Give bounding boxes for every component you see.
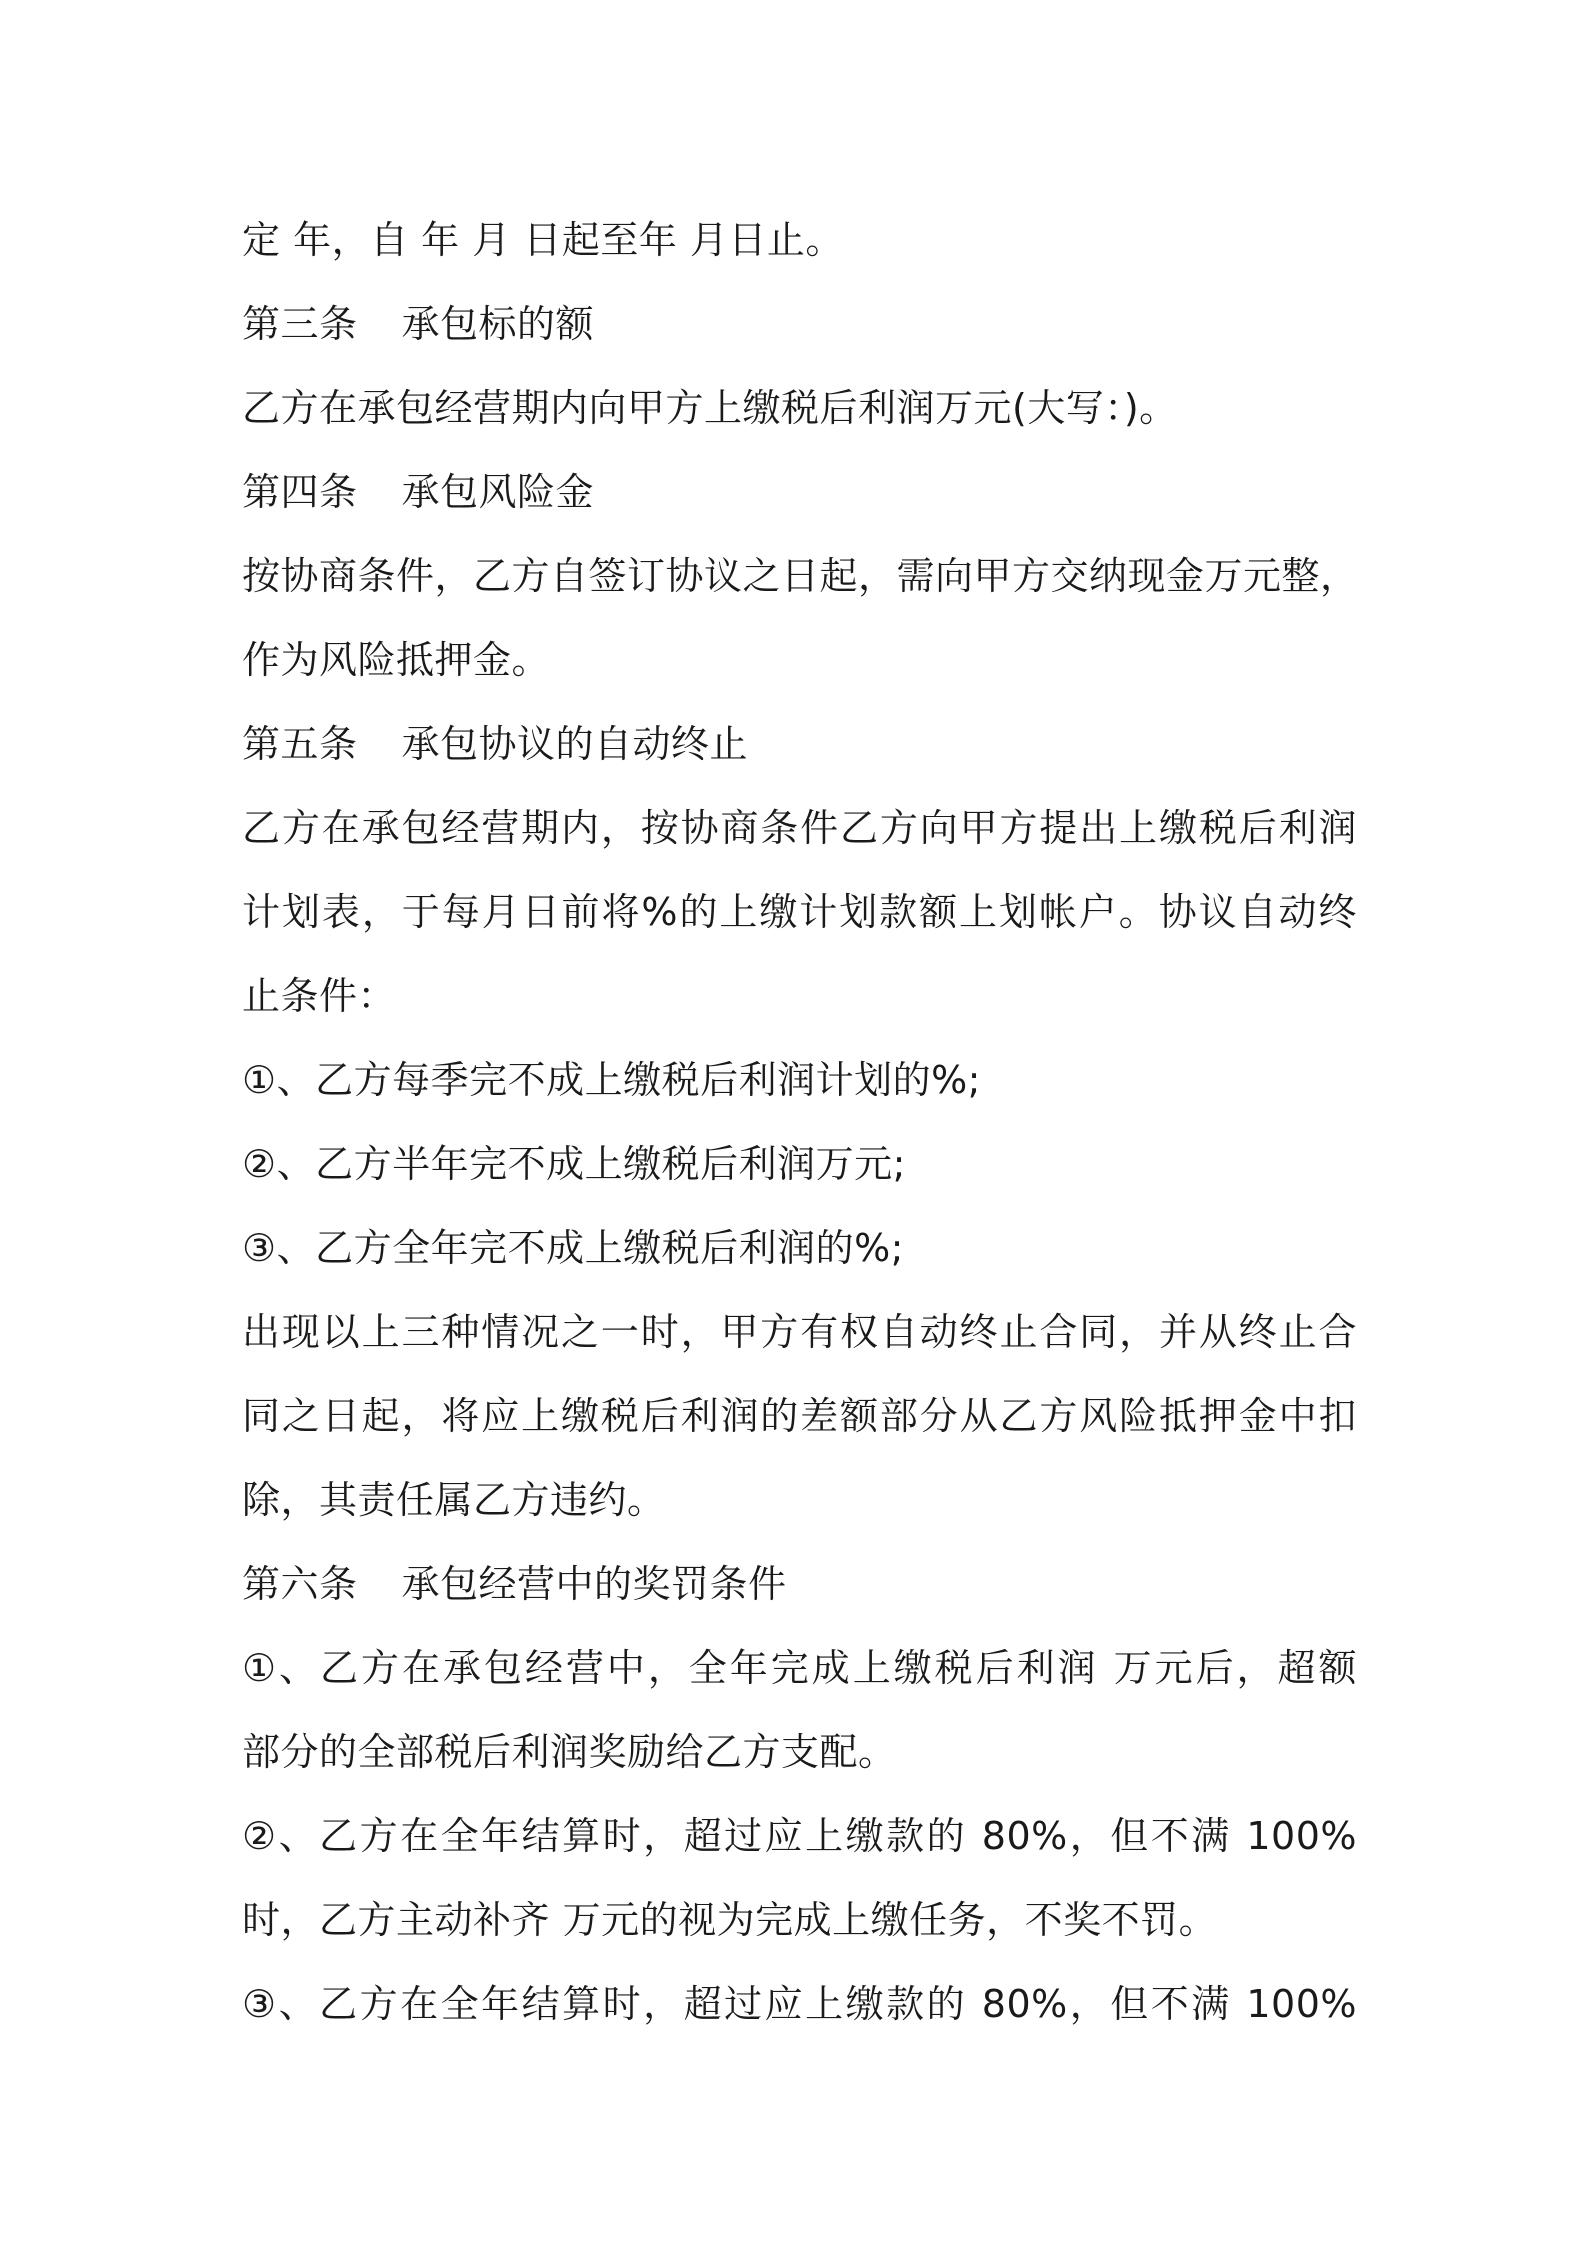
- text-line: 乙方在承包经营期内，按协商条件乙方向甲方提出上缴税后利润: [242, 806, 1357, 850]
- article-heading: [242, 450, 1357, 534]
- article-title: 承包协议的自动终止: [401, 722, 749, 766]
- article-number: 第四条: [242, 470, 358, 514]
- text-line: 乙方在承包经营期内向甲方上缴税后利润万元(大写：)。: [242, 386, 1178, 430]
- article-heading: [242, 702, 1357, 786]
- article-number: 第三条: [242, 302, 358, 346]
- text-line: 同之日起，将应上缴税后利润的差额部分从乙方风险抵押金中扣: [242, 1394, 1357, 1438]
- list-item: ②、乙方在全年结算时，超过应上缴款的 80%，但不满 100%: [242, 1814, 1357, 1858]
- text-line: 作为风险抵押金。: [242, 638, 551, 682]
- article-heading: [242, 1542, 1357, 1626]
- document-page: [242, 198, 1357, 2046]
- article-title: 承包经营中的奖罚条件: [401, 1562, 787, 1606]
- list-item: ③、乙方在全年结算时，超过应上缴款的 80%，但不满 100%: [242, 1982, 1357, 2026]
- list-item: ①、乙方在承包经营中，全年完成上缴税后利润 万元后，超额: [242, 1646, 1357, 1690]
- article-number: 第五条: [242, 722, 358, 766]
- text-line: 定 年，自 年 月 日起至年 月日止。: [242, 218, 844, 262]
- text-line: 止条件：: [242, 974, 397, 1018]
- article-title: 承包标的额: [401, 302, 595, 346]
- list-item: ②、乙方半年完不成上缴税后利润万元;: [242, 1142, 906, 1186]
- text-line: 时，乙方主动补齐 万元的视为完成上缴任务，不奖不罚。: [242, 1898, 1218, 1942]
- article-title: 承包风险金: [401, 470, 595, 514]
- text-line: 计划表，于每月日前将%的上缴计划款额上划帐户。协议自动终: [242, 890, 1357, 934]
- text-line: 除，其责任属乙方违约。: [242, 1478, 666, 1522]
- text-line: 出现以上三种情况之一时，甲方有权自动终止合同，并从终止合: [242, 1310, 1357, 1354]
- article-number: 第六条: [242, 1562, 358, 1606]
- text-line: 按协商条件，乙方自签订协议之日起，需向甲方交纳现金万元整，: [242, 554, 1359, 598]
- list-item: ③、乙方全年完不成上缴税后利润的%;: [242, 1226, 904, 1270]
- text-line: 部分的全部税后利润奖励给乙方支配。: [242, 1730, 897, 1774]
- list-item: ①、乙方每季完不成上缴税后利润计划的%;: [242, 1058, 981, 1102]
- article-heading: [242, 282, 1357, 366]
